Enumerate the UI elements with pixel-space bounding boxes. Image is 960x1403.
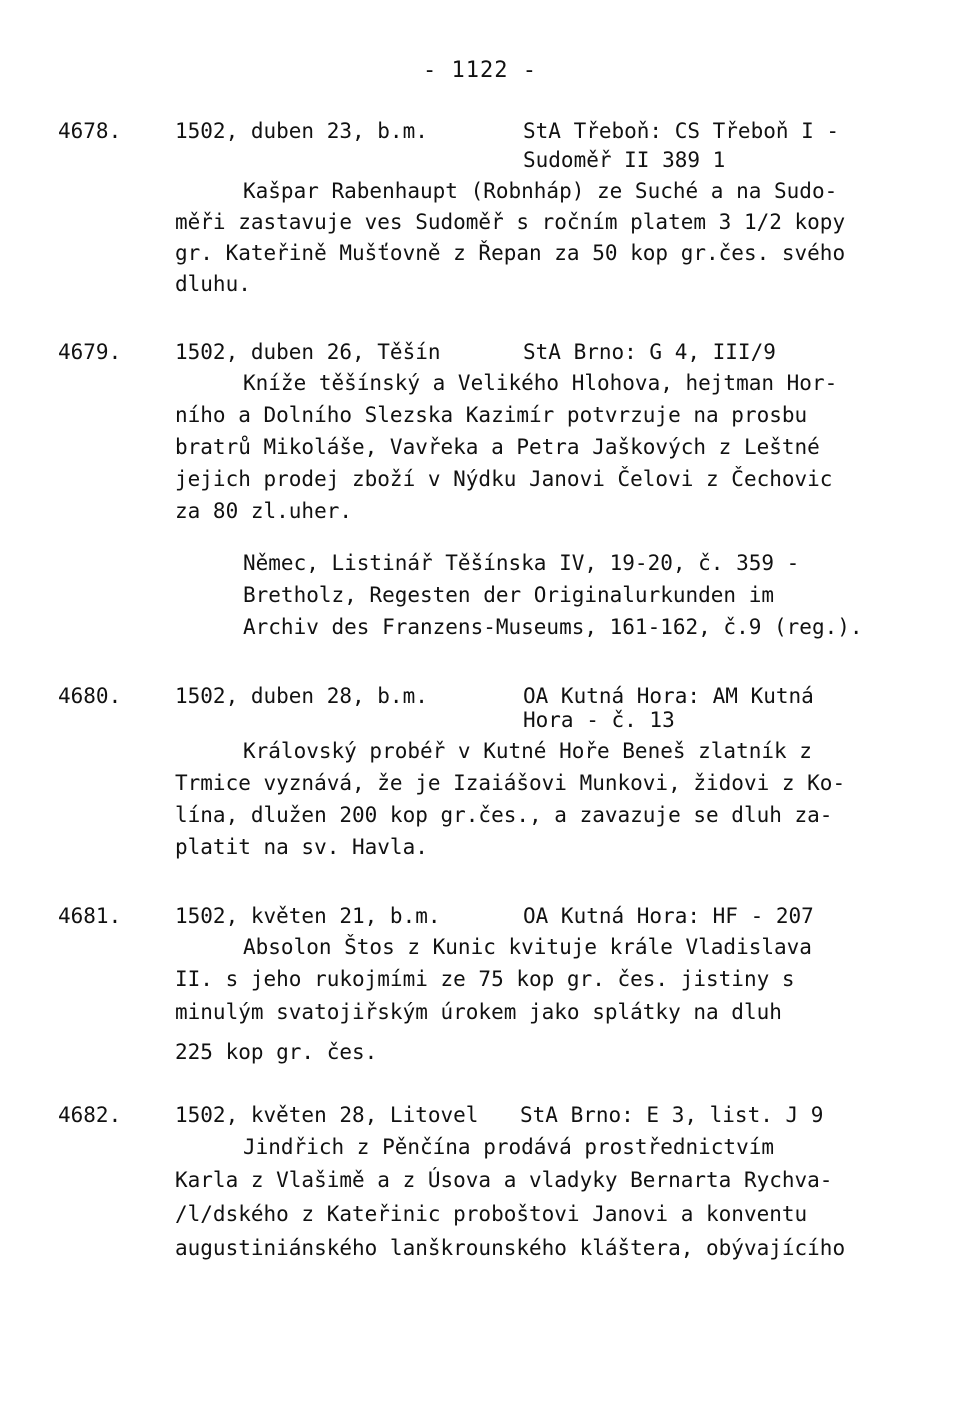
entry-number: 4678.: [58, 119, 122, 143]
entry-number: 4679.: [58, 340, 122, 364]
entry-date: 1502, duben 26, Těšín: [175, 340, 441, 364]
entry-reference: Archiv des Franzens-Museums, 161-162, č.9 (reg.).: [243, 615, 863, 639]
entry-text-line: augustiniánského lanškrounského kláštera, obývajícího: [175, 1236, 846, 1260]
entry-number: 4680.: [58, 684, 122, 708]
entry-date: 1502, duben 23, b.m.: [175, 119, 428, 143]
entry-text-line: dluhu.: [175, 272, 251, 296]
entry-number: 4682.: [58, 1103, 122, 1127]
entry-text-line: Královský probéř v Kutné Hoře Beneš zlatník z: [243, 739, 812, 763]
entry-text-line: za 80 zl.uher.: [175, 499, 353, 523]
entry-source: Hora - č. 13: [523, 708, 675, 732]
entry-source: OA Kutná Hora: AM Kutná: [523, 684, 814, 708]
entry-text-line: bratrů Mikoláše, Vavřeka a Petra Jaškových z Leštné: [175, 435, 820, 459]
entry-text-line: 225 kop gr. čes.: [175, 1040, 378, 1064]
entry-text-line: gr. Kateřině Mušťovně z Řepan za 50 kop gr.čes. svého: [175, 241, 846, 265]
entry-source: Sudoměř II 389 1: [523, 148, 726, 172]
entry-reference: Němec, Listinář Těšínska IV, 19-20, č. 359 -: [243, 551, 800, 575]
entry-number: 4681.: [58, 904, 122, 928]
entry-text-line: jejich prodej zboží v Nýdku Janovi Čelovi z Čechovic: [175, 467, 833, 491]
entry-text-line: Kašpar Rabenhaupt (Robnháp) ze Suché a na Sudo-: [243, 179, 838, 203]
entry-reference: Bretholz, Regesten der Originalurkunden im: [243, 583, 775, 607]
entry-date: 1502, květen 28, Litovel: [175, 1103, 479, 1127]
entry-text-line: lína, dlužen 200 kop gr.čes., a zavazuje se dluh za-: [175, 803, 833, 827]
entry-source: StA Brno: E 3, list. J 9: [520, 1103, 824, 1127]
page-number: - 1122 -: [423, 58, 537, 83]
entry-source: StA Třeboň: CS Třeboň I -: [523, 119, 840, 143]
entry-text-line: /l/dského z Kateřinic proboštovi Janovi a konventu: [175, 1202, 808, 1226]
entry-date: 1502, květen 21, b.m.: [175, 904, 441, 928]
entry-text-line: Karla z Vlašimě a z Úsova a vladyky Bernarta Rychva-: [175, 1168, 833, 1192]
entry-text-line: ního a Dolního Slezska Kazimír potvrzuje na prosbu: [175, 403, 808, 427]
entry-text-line: Kníže těšínský a Velikého Hlohova, hejtman Hor-: [243, 371, 838, 395]
entry-source: OA Kutná Hora: HF - 207: [523, 904, 814, 928]
entry-text-line: platit na sv. Havla.: [175, 835, 428, 859]
entry-text-line: minulým svatojiřským úrokem jako splátky na dluh: [175, 1000, 782, 1024]
entry-text-line: Absolon Štos z Kunic kvituje krále Vladislava: [243, 935, 812, 959]
entry-text-line: Jindřich z Pěnčína prodává prostřednictvím: [243, 1135, 775, 1159]
entry-source: StA Brno: G 4, III/9: [523, 340, 776, 364]
entry-date: 1502, duben 28, b.m.: [175, 684, 428, 708]
entry-text-line: měři zastavuje ves Sudoměř s ročním platem 3 1/2 kopy: [175, 210, 846, 234]
entry-text-line: Trmice vyznává, že je Izaiášovi Munkovi, židovi z Ko-: [175, 771, 846, 795]
entry-text-line: II. s jeho rukojmími ze 75 kop gr. čes. jistiny s: [175, 967, 795, 991]
